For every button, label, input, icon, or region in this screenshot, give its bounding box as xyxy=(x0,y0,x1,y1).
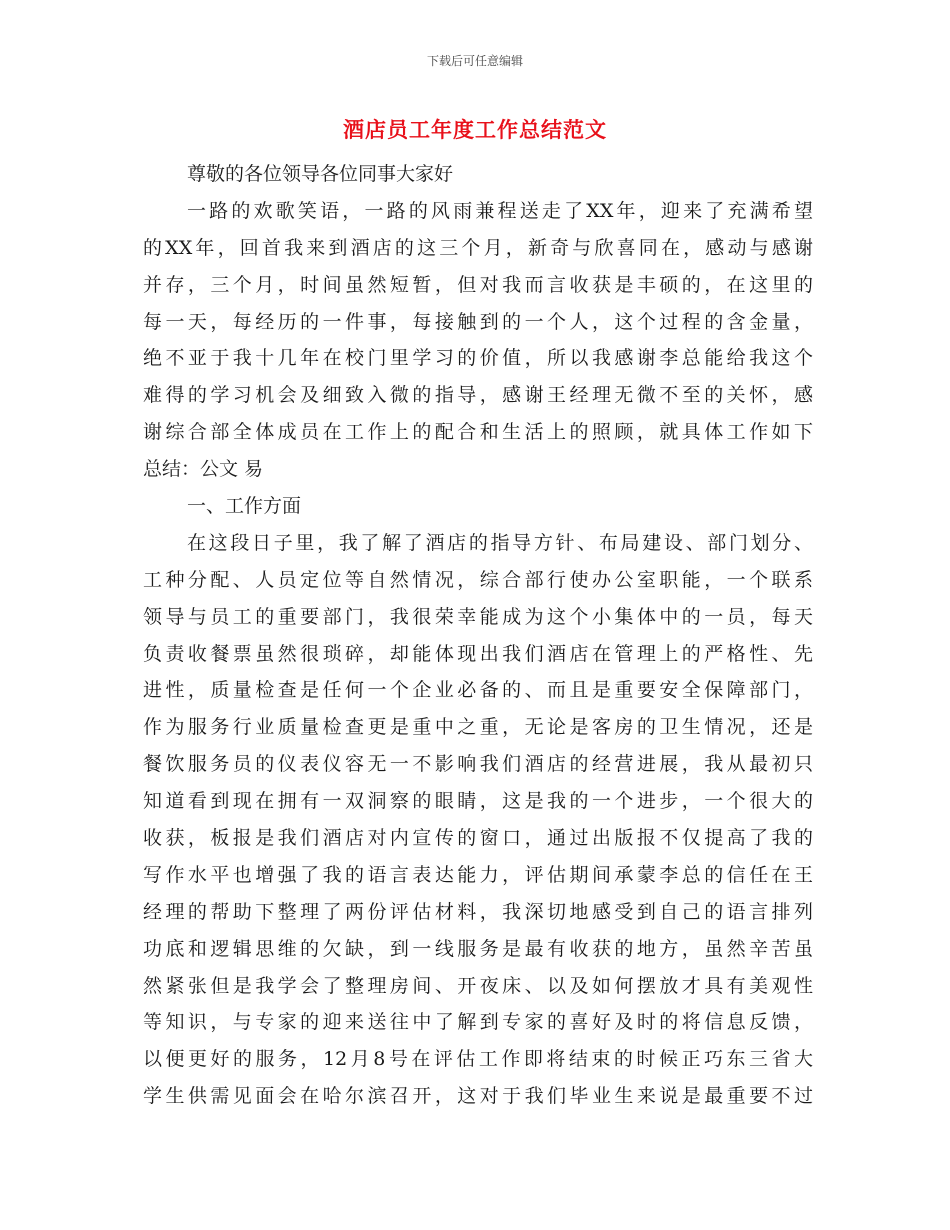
body-line: 知道看到现在拥有一双洞察的眼睛，这是我的一个进步，一个很大的 xyxy=(143,790,813,813)
body-line: 尊敬的各位领导各位同事大家好 xyxy=(187,163,454,185)
body-line: 餐饮服务员的仪表仪容无一不影响我们酒店的经营进展，我从最初只 xyxy=(143,753,813,776)
body-line: 负责收餐票虽然很琐碎，却能体现出我们酒店在管理上的严格性、先 xyxy=(143,642,813,665)
body-line: 收获，板报是我们酒店对内宣传的窗口，通过出版报不仅提高了我的 xyxy=(143,827,813,850)
body-line: 一路的欢歌笑语，一路的风雨兼程送走了XX年，迎来了充满希望 xyxy=(187,199,813,222)
body-line: 绝不亚于我十几年在校门里学习的价值，所以我感谢李总能给我这个 xyxy=(143,347,813,370)
body-line: 的XX年，回首我来到酒店的这三个月，新奇与欣喜同在，感动与感谢 xyxy=(143,236,813,259)
document-title: 酒店员工年度工作总结范文 xyxy=(343,117,607,142)
body-line: 作为服务行业质量检查更是重中之重，无论是客房的卫生情况，还是 xyxy=(143,716,813,739)
body-line: 难得的学习机会及细致入微的指导，感谢王经理无微不至的关怀，感 xyxy=(143,384,813,407)
body-line: 领导与员工的重要部门，我很荣幸能成为这个小集体中的一员，每天 xyxy=(143,605,813,628)
body-line: 一、工作方面 xyxy=(187,495,302,518)
body-line: 并存，三个月，时间虽然短暂，但对我而言收获是丰硕的，在这里的 xyxy=(143,273,813,296)
body-line: 然紧张但是我学会了整理房间、开夜床、以及如何摆放才具有美观性 xyxy=(143,974,813,997)
body-line: 经理的帮助下整理了两份评估材料，我深切地感受到自己的语言排列 xyxy=(143,900,813,923)
body-line: 总结：公文 易 xyxy=(143,458,264,481)
body-line: 学生供需见面会在哈尔滨召开，这对于我们毕业生来说是最重要不过 xyxy=(143,1085,813,1108)
body-line: 写作水平也增强了我的语言表达能力，评估期间承蒙李总的信任在王 xyxy=(143,863,813,886)
body-line: 工种分配、人员定位等自然情况，综合部行使办公室职能，一个联系 xyxy=(143,568,813,591)
body-line: 等知识，与专家的迎来送往中了解到专家的喜好及时的将信息反馈， xyxy=(143,1011,813,1034)
document-body xyxy=(143,159,813,1118)
body-line: 每一天，每经历的一件事，每接触到的一个人，这个过程的含金量， xyxy=(143,310,813,333)
body-line: 功底和逻辑思维的欠缺，到一线服务是最有收获的地方，虽然辛苦虽 xyxy=(143,937,813,960)
body-line: 进性，质量检查是任何一个企业必备的、而且是重要安全保障部门， xyxy=(143,679,813,702)
page-header: 下载后可任意编辑 xyxy=(426,54,523,68)
body-line: 以便更好的服务，12月8号在评估工作即将结束的时候正巧东三省大 xyxy=(143,1048,813,1071)
body-line: 谢综合部全体成员在工作上的配合和生活上的照顾，就具体工作如下 xyxy=(143,421,813,444)
body-line: 在这段日子里，我了解了酒店的指导方针、布局建设、部门划分、 xyxy=(187,531,813,554)
